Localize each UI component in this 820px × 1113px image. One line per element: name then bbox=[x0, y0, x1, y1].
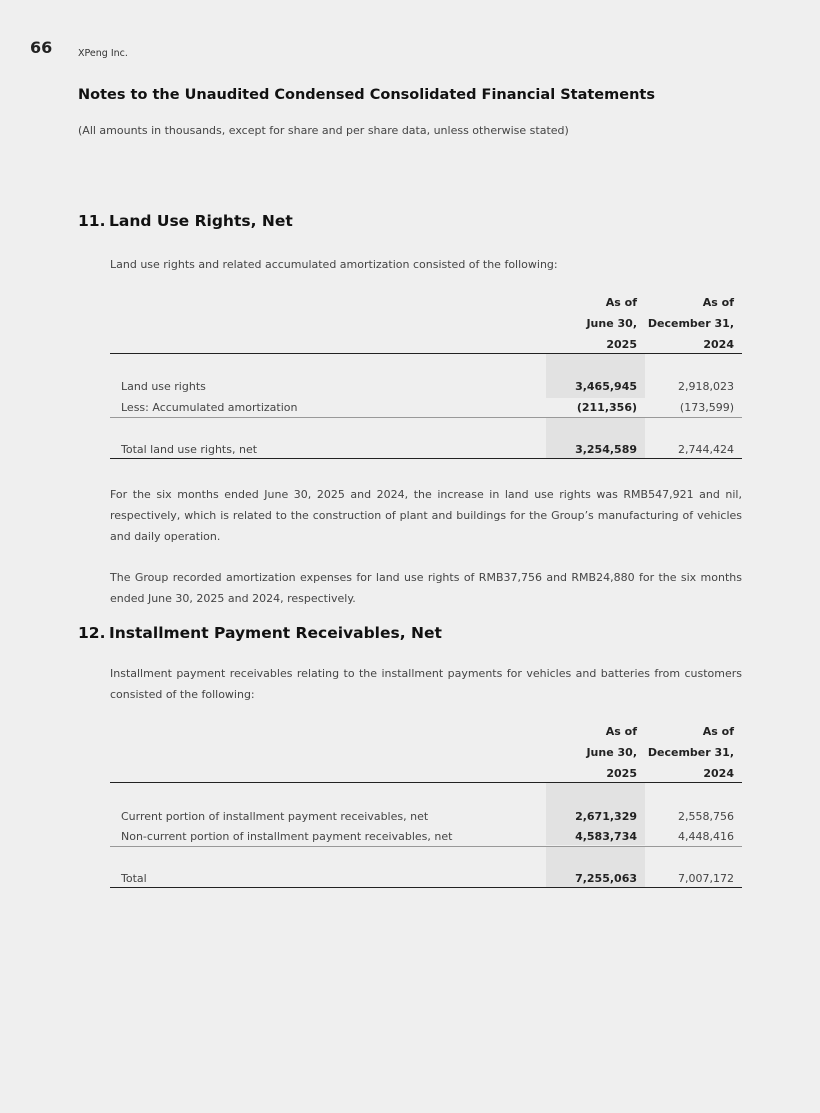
row-value-current: 4,583,734 bbox=[575, 830, 637, 843]
section-11-number: 11. bbox=[78, 212, 106, 230]
col2-header-line: December 31, bbox=[647, 317, 734, 330]
row-label: Non-current portion of installment payment receivables, net bbox=[121, 830, 453, 843]
table-row-total bbox=[110, 868, 742, 889]
row-value-prior: 2,918,023 bbox=[678, 380, 734, 393]
row-value-prior: 7,007,172 bbox=[678, 872, 734, 885]
row-value-current: (211,356) bbox=[576, 401, 637, 414]
col1-header-line: As of bbox=[605, 296, 637, 309]
section-11-paragraph-1: For the six months ended June 30, 2025 and 2024, the increase in land use rights was RMB547,921 and nil, respectively, which is related to the construction of plant and buildings for the Group’s manufacturing of vehicles and daily operation. bbox=[110, 488, 742, 543]
subtotal-rule bbox=[110, 846, 742, 847]
row-value-prior: 2,744,424 bbox=[678, 443, 734, 456]
row-value-prior: 4,448,416 bbox=[678, 830, 734, 843]
col1-header-line: As of bbox=[605, 725, 637, 738]
table-row bbox=[110, 826, 742, 847]
table-row bbox=[110, 806, 742, 827]
section-11-paragraph-2: The Group recorded amortization expenses for land use rights of RMB37,756 and RMB24,880 for the six months ended June 30, 2025 and 2024, respectively. bbox=[110, 571, 742, 605]
document-title: Notes to the Unaudited Condensed Consolidated Financial Statements bbox=[78, 87, 655, 103]
table-row-total bbox=[110, 439, 742, 460]
total-rule bbox=[110, 887, 742, 888]
section-12-title: Installment Payment Receivables, Net bbox=[109, 624, 442, 642]
row-value-current: 2,671,329 bbox=[575, 810, 637, 823]
section-11-heading bbox=[78, 212, 293, 230]
col2-header-line: As of bbox=[702, 725, 734, 738]
section-11-intro: Land use rights and related accumulated amortization consisted of the following: bbox=[110, 258, 558, 271]
col1-header-line: 2025 bbox=[606, 338, 637, 351]
table-row bbox=[110, 376, 742, 397]
total-rule bbox=[110, 458, 742, 459]
col2-header-line: 2024 bbox=[703, 338, 734, 351]
row-label: Total land use rights, net bbox=[121, 443, 258, 456]
row-label: Less: Accumulated amortization bbox=[121, 401, 298, 414]
row-label: Land use rights bbox=[121, 380, 206, 393]
page-number: 66 bbox=[30, 38, 53, 57]
section-12-heading bbox=[78, 624, 442, 642]
col1-header-line: June 30, bbox=[586, 317, 637, 330]
document-subtitle: (All amounts in thousands, except for share and per share data, unless otherwise stated) bbox=[78, 124, 569, 137]
land-use-rights-table bbox=[110, 293, 742, 461]
row-value-current: 3,465,945 bbox=[575, 380, 637, 393]
col2-header-line: As of bbox=[702, 296, 734, 309]
row-label: Total bbox=[121, 872, 147, 885]
table-row bbox=[110, 397, 742, 418]
header-rule bbox=[110, 782, 742, 783]
col1-header-line: 2025 bbox=[606, 767, 637, 780]
section-12-number: 12. bbox=[78, 624, 106, 642]
subtotal-rule bbox=[110, 417, 742, 418]
row-value-current: 3,254,589 bbox=[575, 443, 637, 456]
section-11-title: Land Use Rights, Net bbox=[109, 212, 293, 230]
row-value-current: 7,255,063 bbox=[575, 872, 637, 885]
installment-receivables-table bbox=[110, 722, 742, 890]
section-12-intro: Installment payment receivables relating to the installment payments for vehicles and batteries from customers consisted of the following: bbox=[110, 667, 742, 701]
row-label: Current portion of installment payment receivables, net bbox=[121, 810, 429, 823]
company-name: XPeng Inc. bbox=[78, 48, 128, 59]
col1-header-line: June 30, bbox=[586, 746, 637, 759]
col2-header-line: 2024 bbox=[703, 767, 734, 780]
row-value-prior: 2,558,756 bbox=[678, 810, 734, 823]
row-value-prior: (173,599) bbox=[679, 401, 734, 414]
header-rule bbox=[110, 353, 742, 354]
col2-header-line: December 31, bbox=[647, 746, 734, 759]
